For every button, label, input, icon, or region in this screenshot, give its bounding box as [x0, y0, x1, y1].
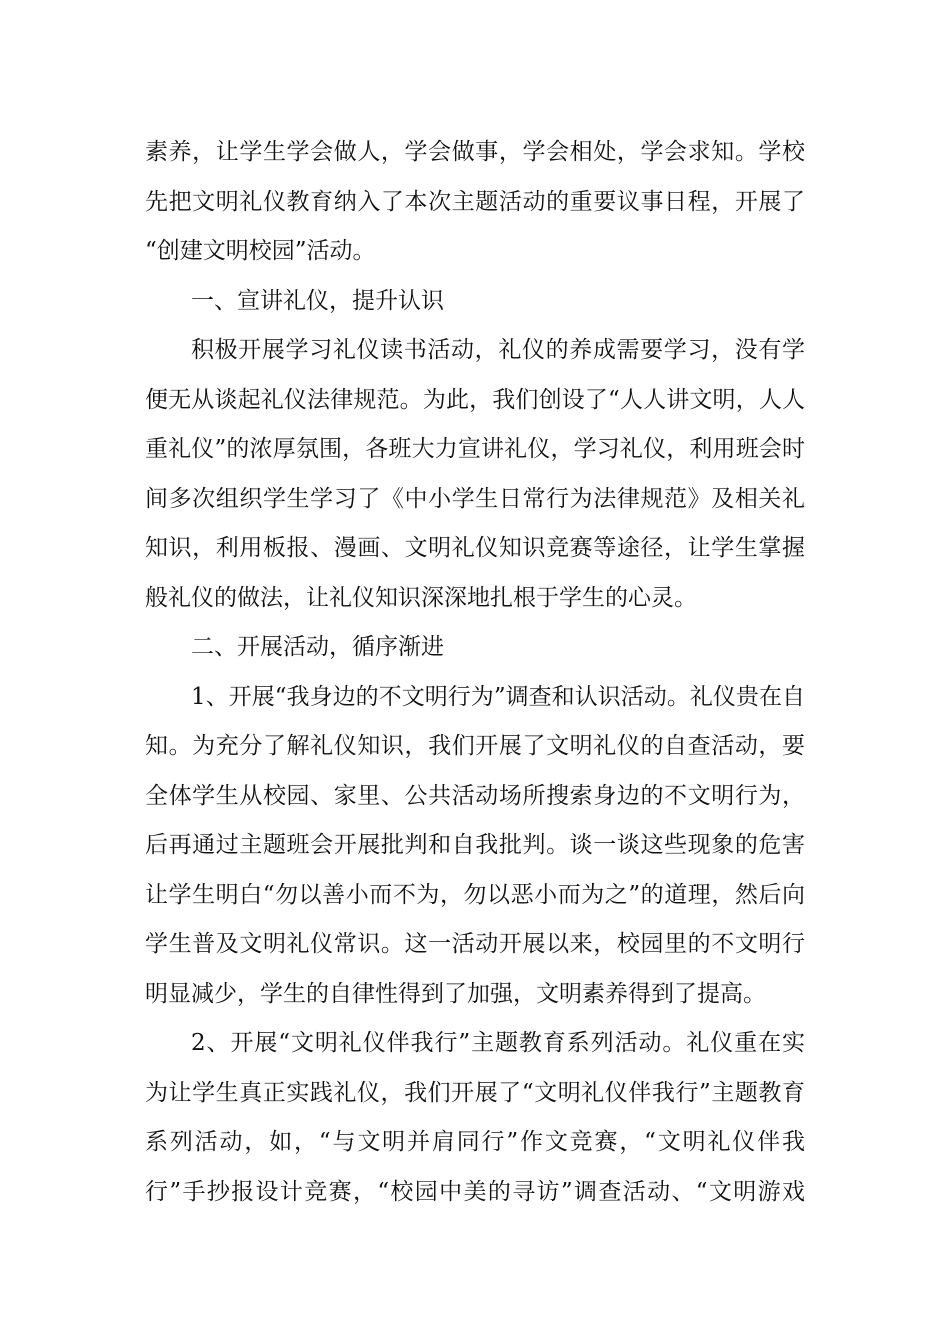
text-line: 学生普及文明礼仪常识。这一活动开展以来，校园里的不文明行 — [145, 931, 805, 957]
text-line: 知。为充分了解礼仪知识，我们开展了文明礼仪的自查活动，要 — [145, 733, 805, 759]
section-heading: 二、开展活动，循序渐进 — [191, 634, 444, 660]
text-line: 为让学生真正实践礼仪，我们开展了“文明礼仪伴我行”主题教育 — [145, 1079, 805, 1106]
text-line: 全体学生从校园、家里、公共活动场所搜索身边的不文明行为， — [145, 782, 805, 809]
text-line: 先把文明礼仪教育纳入了本次主题活动的重要议事日程，开展了 — [145, 188, 805, 215]
text-line: 重礼仪”的浓厚氛围，各班大力宣讲礼仪，学习礼仪，利用班会时 — [145, 436, 805, 462]
text-line: 后再通过主题班会开展批判和自我批判。谈一谈这些现象的危害 — [145, 832, 805, 858]
text-line: 行”手抄报设计竞赛，“校园中美的寻访”调查活动、“文明游戏 — [145, 1178, 805, 1205]
text-line: “创建文明校园”活动。 — [145, 238, 376, 264]
document-body — [145, 128, 805, 1217]
text-line: 般礼仪的做法，让礼仪知识深深地扎根于学生的心灵。 — [145, 584, 697, 611]
text-line: 系列活动，如，“与文明并肩同行”作文竞赛，“文明礼仪伴我 — [145, 1129, 805, 1155]
text-line: 明显减少，学生的自律性得到了加强，文明素养得到了提高。 — [145, 980, 766, 1007]
text-line: 便无从谈起礼仪法律规范。为此，我们创设了“人人讲文明，人人 — [145, 386, 805, 413]
section-heading: 一、宣讲礼仪，提升认识 — [191, 287, 444, 314]
text-line: 2、开展“文明礼仪伴我行”主题教育系列活动。礼仪重在实 — [191, 1030, 805, 1056]
text-line: 让学生明白“勿以善小而不为，勿以恶小而为之”的道理，然后向 — [145, 881, 805, 908]
text-line: 1、开展“我身边的不文明行为”调查和认识活动。礼仪贵在自 — [191, 683, 805, 710]
text-line: 知识，利用板报、漫画、文明礼仪知识竞赛等途径，让学生掌握 — [145, 535, 805, 561]
text-line: 间多次组织学生学习了《中小学生日常行为法律规范》及相关礼 — [145, 485, 805, 512]
text-line: 积极开展学习礼仪读书活动，礼仪的养成需要学习，没有学 — [191, 337, 805, 363]
text-line: 素养，让学生学会做人，学会做事，学会相处，学会求知。学校 — [145, 139, 805, 165]
